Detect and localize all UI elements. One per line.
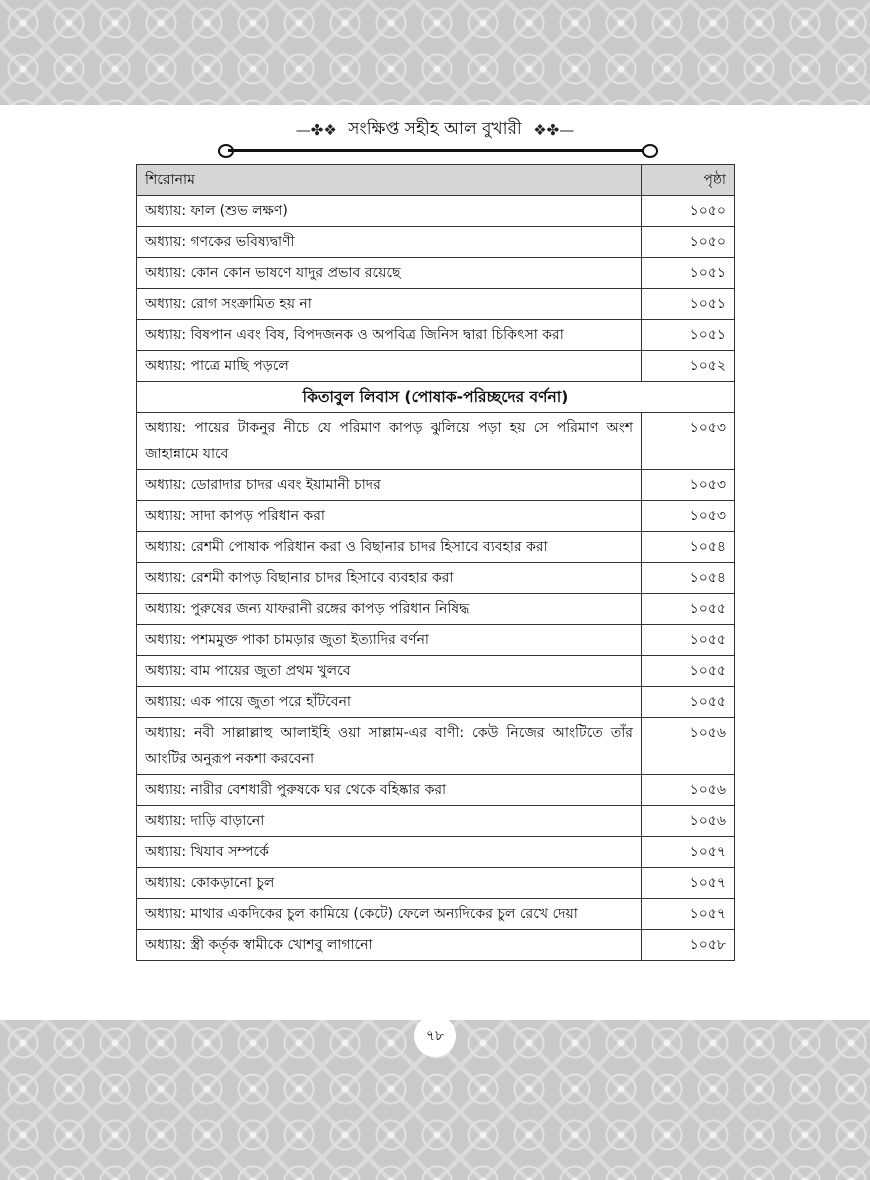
page-ref: ১০৫১	[642, 289, 735, 320]
table-row	[137, 501, 735, 532]
page-ref: ১০৫৬	[642, 806, 735, 837]
chapter-title: অধ্যায়: দাড়ি বাড়ানো	[137, 806, 642, 837]
page-ref: ১০৫০	[642, 227, 735, 258]
section-row	[137, 382, 735, 413]
table-row	[137, 258, 735, 289]
chapter-title: অধ্যায়: কোকড়ানো চুল	[137, 868, 642, 899]
chapter-title: অধ্যায়: এক পায়ে জুতা পরে হাঁটবেনা	[137, 687, 642, 718]
chapter-title: অধ্যায়: গণকের ভবিষ্যদ্বাণী	[137, 227, 642, 258]
header-title: শিরোনাম	[137, 165, 642, 196]
page-ref: ১০৫৫	[642, 687, 735, 718]
page-ref: ১০৫৭	[642, 837, 735, 868]
chapter-title: অধ্যায়: নবী সাল্লাল্লাহু আলাইহি ওয়া সাল্লাম-এর বাণী: কেউ নিজের আংটিতে তাঁর আংটির অনুরূপ নকশা করবেনা	[137, 718, 642, 775]
table-row	[137, 196, 735, 227]
section-heading: কিতাবুল লিবাস (পোষাক-পরিচ্ছদের বর্ণনা)	[137, 382, 735, 413]
chapter-title: অধ্যায়: ফাল (শুভ লক্ষণ)	[137, 196, 642, 227]
table-row	[137, 687, 735, 718]
ornament-right-icon: ❖✤—	[533, 120, 575, 139]
table-row	[137, 868, 735, 899]
rule-end-right-icon	[642, 144, 658, 158]
decorative-pattern-top	[0, 0, 870, 105]
chapter-title: অধ্যায়: সাদা কাপড় পরিধান করা	[137, 501, 642, 532]
table-row	[137, 594, 735, 625]
chapter-title: অধ্যায়: বিষপান এবং বিষ, বিপদজনক ও অপবিত্র জিনিস দ্বারা চিকিৎসা করা	[137, 320, 642, 351]
chapter-title: অধ্যায়: রোগ সংক্রামিত হয় না	[137, 289, 642, 320]
chapter-title: অধ্যায়: পায়ের টাকনুর নীচে যে পরিমাণ কাপড় ঝুলিয়ে পড়া হয় সে পরিমাণ অংশ জাহান্নামে যাবে	[137, 413, 642, 470]
chapter-title: অধ্যায়: খিযাব সম্পর্কে	[137, 837, 642, 868]
page-ref: ১০৫৫	[642, 594, 735, 625]
table-row	[137, 320, 735, 351]
table-row	[137, 775, 735, 806]
page-ref: ১০৫৩	[642, 501, 735, 532]
chapter-title: অধ্যায়: স্ত্রী কর্তৃক স্বামীকে খোশবু লাগানো	[137, 930, 642, 961]
chapter-title: অধ্যায়: বাম পায়ের জুতা প্রথম খুলবে	[137, 656, 642, 687]
ornament-left-icon: —✤❖	[295, 120, 337, 139]
page-ref: ১০৫৫	[642, 656, 735, 687]
chapter-title: অধ্যায়: পশমমুক্ত পাকা চামড়ার জুতা ইত্যাদির বর্ণনা	[137, 625, 642, 656]
page-ref: ১০৫৮	[642, 930, 735, 961]
chapter-title: অধ্যায়: কোন কোন ভাষণে যাদুর প্রভাব রয়েছে	[137, 258, 642, 289]
page-ref: ১০৫৭	[642, 899, 735, 930]
chapter-title: অধ্যায়: ডোরাদার চাদর এবং ইয়ামানী চাদর	[137, 470, 642, 501]
table-row	[137, 718, 735, 775]
table-row	[137, 656, 735, 687]
page-ref: ১০৫২	[642, 351, 735, 382]
chapter-title: অধ্যায়: রেশমী কাপড় বিছানার চাদর হিসাবে ব্যবহার করা	[137, 563, 642, 594]
running-header-text: সংক্ষিপ্ত সহীহ আল বুখারী	[348, 119, 522, 139]
table-row	[137, 413, 735, 470]
table-row	[137, 289, 735, 320]
table-row	[137, 227, 735, 258]
page-ref: ১০৫৪	[642, 532, 735, 563]
page-ref: ১০৫৩	[642, 470, 735, 501]
page-ref: ১০৫৩	[642, 413, 735, 470]
page-number: ৭৮	[414, 1015, 456, 1057]
page-ref: ১০৫৬	[642, 718, 735, 775]
table-row	[137, 563, 735, 594]
page-ref: ১০৫৬	[642, 775, 735, 806]
table-row	[137, 470, 735, 501]
page-ref: ১০৫৭	[642, 868, 735, 899]
table-row	[137, 837, 735, 868]
page-ref: ১০৫১	[642, 320, 735, 351]
header-rule	[228, 149, 652, 152]
chapter-title: অধ্যায়: নারীর বেশধারী পুরুষকে ঘর থেকে বহিষ্কার করা	[137, 775, 642, 806]
table-header-row	[137, 165, 735, 196]
table-row	[137, 930, 735, 961]
chapter-title: অধ্যায়: পাত্রে মাছি পড়লে	[137, 351, 642, 382]
toc-table	[136, 164, 735, 961]
chapter-title: অধ্যায়: পুরুষের জন্য যাফরানী রঙ্গের কাপড় পরিধান নিষিদ্ধ	[137, 594, 642, 625]
table-row	[137, 532, 735, 563]
page-ref: ১০৫০	[642, 196, 735, 227]
page-ref: ১০৫১	[642, 258, 735, 289]
table-row	[137, 899, 735, 930]
page-ref: ১০৫৪	[642, 563, 735, 594]
page-ref: ১০৫৫	[642, 625, 735, 656]
table-row	[137, 625, 735, 656]
running-header	[0, 116, 870, 144]
table-row	[137, 351, 735, 382]
header-page: পৃষ্ঠা	[642, 165, 735, 196]
chapter-title: অধ্যায়: রেশমী পোষাক পরিধান করা ও বিছানার চাদর হিসাবে ব্যবহার করা	[137, 532, 642, 563]
table-row	[137, 806, 735, 837]
chapter-title: অধ্যায়: মাথার একদিকের চুল কামিয়ে (কেটে) ফেলে অন্যদিকের চুল রেখে দেয়া	[137, 899, 642, 930]
